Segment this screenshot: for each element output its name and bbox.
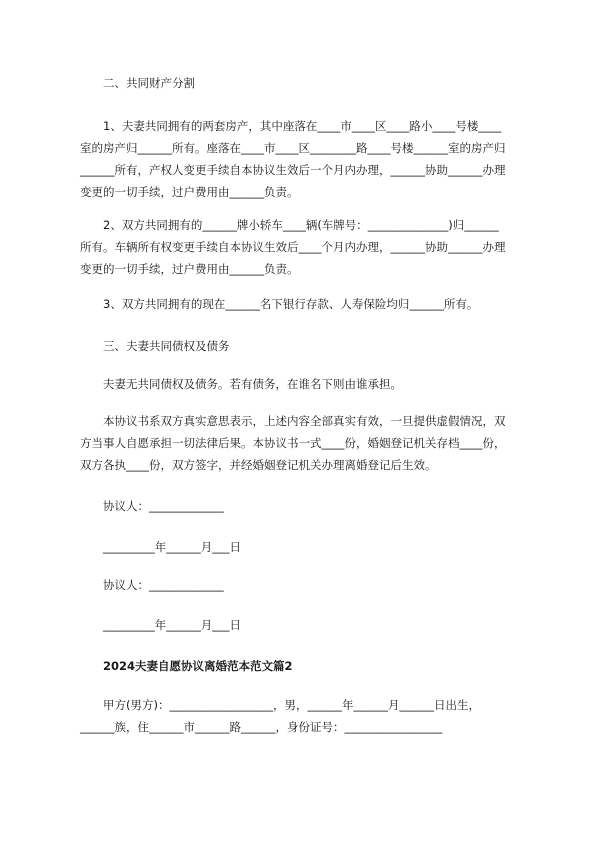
paragraph-line: ______所有，产权人变更手续自本协议生效后一个月内办理，______协助______办理 [80,163,506,177]
paragraph-line: 1、夫妻共同拥有的两套房产，其中座落在____市____区____路小____号楼____ [103,119,502,133]
signature-label: 协议人：_____________ [103,578,224,592]
article-title: 2024夫妻自愿协议离婚范本范文篇2 [103,659,293,673]
paragraph-line: 甲方(男方)：__________________，男，______年______月______日出生， [103,698,480,712]
section-heading-property-division: 二、共同财产分割 [103,76,195,90]
paragraph-line: ______族，住______市______路______，身份证号：_________________ [80,720,443,734]
paragraph-line: 所有。车辆所有权变更手续自本协议生效后____个月内办理，______协助______办理 [80,240,506,254]
paragraph-line: 变更的一切手续，过户费用由______负责。 [80,262,299,276]
paragraph-line: 本协议书系双方真实意思表示，上述内容全部真实有效，一旦提供虚假情况，双 [103,414,506,428]
paragraph-line: 双方各执____份，双方签字，并经婚姻登记机关办理离婚登记后生效。 [80,458,437,472]
paragraph-line: 夫妻无共同债权及债务。若有债务，在谁名下则由谁承担。 [103,377,402,391]
section-heading-debts: 三、夫妻共同债权及债务 [103,339,230,353]
paragraph-line: 2、双方共同拥有的______牌小轿车____辆(车牌号：______________)归______ [103,218,499,232]
signature-date: _________年______月___日 [103,540,241,554]
paragraph-line: 方当事人自愿承担一切法律后果。本协议书一式____份，婚姻登记机关存档____份， [80,436,506,450]
signature-date: _________年______月___日 [103,618,241,632]
paragraph-line: 变更的一切手续，过户费用由______负责。 [80,185,299,199]
paragraph-line: 室的房产归______所有。座落在____市____区________路____号楼______室的房产归 [80,141,506,155]
paragraph-line: 3、双方共同拥有的现在______名下银行存款、人寿保险均归______所有。 [103,297,479,311]
signature-label: 协议人：_____________ [103,499,224,513]
